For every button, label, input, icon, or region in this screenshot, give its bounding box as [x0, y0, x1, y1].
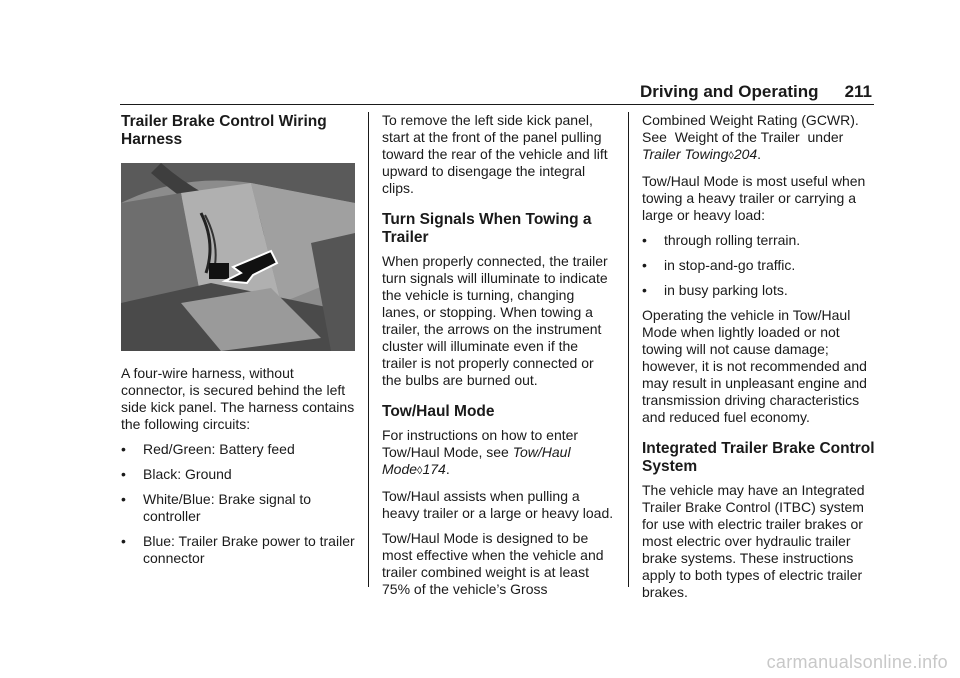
- trailer-towing-link[interactable]: Trailer Towing: [642, 146, 729, 162]
- list-item-text: Black: Ground: [143, 466, 232, 482]
- heading-trailer-brake-wiring: Trailer Brake Control Wiring Harness: [121, 113, 327, 148]
- list-item-text: White/Blue: Brake signal to controller: [143, 491, 312, 524]
- tow-haul-link[interactable]: Tow/Haul Mode: [382, 444, 571, 477]
- list-item-text: Blue: Trailer Brake power to trailer connector: [143, 533, 355, 566]
- page-header: [640, 82, 872, 102]
- list-item-text: in stop-and-go traffic.: [664, 257, 796, 273]
- tow-haul-useful: Tow/Haul Mode is most useful when towing a heavy trailer or carrying a large or heavy load:: [642, 173, 866, 223]
- page-ref-icon: ◊: [728, 150, 734, 162]
- list-item-text: in busy parking lots.: [664, 282, 788, 298]
- harness-intro: A four-wire harness, without connector, is secured behind the left side kick panel. The harness contains the following circuits:: [121, 365, 355, 432]
- list-item: [121, 441, 356, 458]
- bullet-glyph: •: [121, 533, 126, 549]
- text: For instructions on how to enter Tow/Haul Mode, see: [382, 427, 579, 460]
- itbc-paragraph: The vehicle may have an Integrated Trailer Brake Control (ITBC) system for use with electric trailer brakes or most electric over hydraulic trailer brake systems. These instructions apply to both types of electric trailer brakes.: [642, 482, 865, 600]
- list-item: [642, 282, 877, 299]
- list-item: [642, 257, 877, 274]
- column-1: [121, 112, 356, 575]
- text: .: [445, 461, 450, 477]
- gcwr-paragraph: [642, 112, 877, 165]
- heading-turn-signals: Turn Signals When Towing a Trailer: [382, 211, 592, 246]
- text: .: [757, 146, 762, 162]
- list-item-text: through rolling terrain.: [664, 232, 801, 248]
- column-divider-1: [368, 112, 369, 587]
- light-load-paragraph: Operating the vehicle in Tow/Haul Mode when lightly loaded or not towing will not cause damage; however, it is not recommended and may result in unpleasant engine and transmission driving characteristics and reduced fuel economy.: [642, 307, 867, 425]
- page-number: 211: [844, 82, 872, 101]
- bullet-glyph: •: [121, 441, 126, 457]
- page-ref-number[interactable]: 174: [422, 461, 446, 477]
- watermark: carmanualsonline.info: [766, 652, 948, 672]
- bullet-glyph: •: [642, 282, 647, 298]
- column-3: [642, 112, 877, 609]
- bullet-glyph: •: [642, 257, 647, 273]
- page-ref-number[interactable]: 204: [733, 146, 758, 162]
- column-divider-2: [628, 112, 629, 587]
- bullet-glyph: •: [121, 491, 126, 507]
- tow-haul-assists: Tow/Haul assists when pulling a heavy trailer or a large or heavy load.: [382, 488, 614, 521]
- section-title: Driving and Operating: [640, 82, 819, 101]
- text: Combined Weight Rating (GCWR). See Weight of the Trailer under: [642, 112, 863, 145]
- bullet-glyph: •: [642, 232, 647, 248]
- tow-haul-instructions: [382, 427, 614, 480]
- tow-haul-designed: Tow/Haul Mode is designed to be most effective when the vehicle and trailer combined weight is at least 75% of the vehicle’s Gross: [382, 530, 604, 597]
- turn-signals-paragraph: When properly connected, the trailer turn signals will illuminate to indicate the vehicle is turning, changing lanes, or stopping. When towing a trailer, the arrows on the instrument cluster will illuminate even if the trailer is not properly connected or the bulbs are burned out.: [382, 253, 608, 388]
- heading-itbc: Integrated Trailer Brake Control System: [642, 440, 875, 475]
- kick-panel-paragraph: To remove the left side kick panel, start at the front of the panel pulling toward the rear of the vehicle and lift upward to disengage the integral clips.: [382, 112, 608, 196]
- kick-panel-harness-photo: [121, 163, 355, 351]
- heading-tow-haul: Tow/Haul Mode: [382, 403, 495, 420]
- header-rule: [120, 104, 874, 105]
- list-item: [121, 533, 356, 567]
- list-item: [121, 491, 356, 525]
- page-ref-icon: ◊: [417, 465, 423, 477]
- list-item: [642, 232, 877, 249]
- column-2: [382, 112, 614, 606]
- list-item: [121, 466, 356, 483]
- bullet-glyph: •: [121, 466, 126, 482]
- list-item-text: Red/Green: Battery feed: [143, 441, 295, 457]
